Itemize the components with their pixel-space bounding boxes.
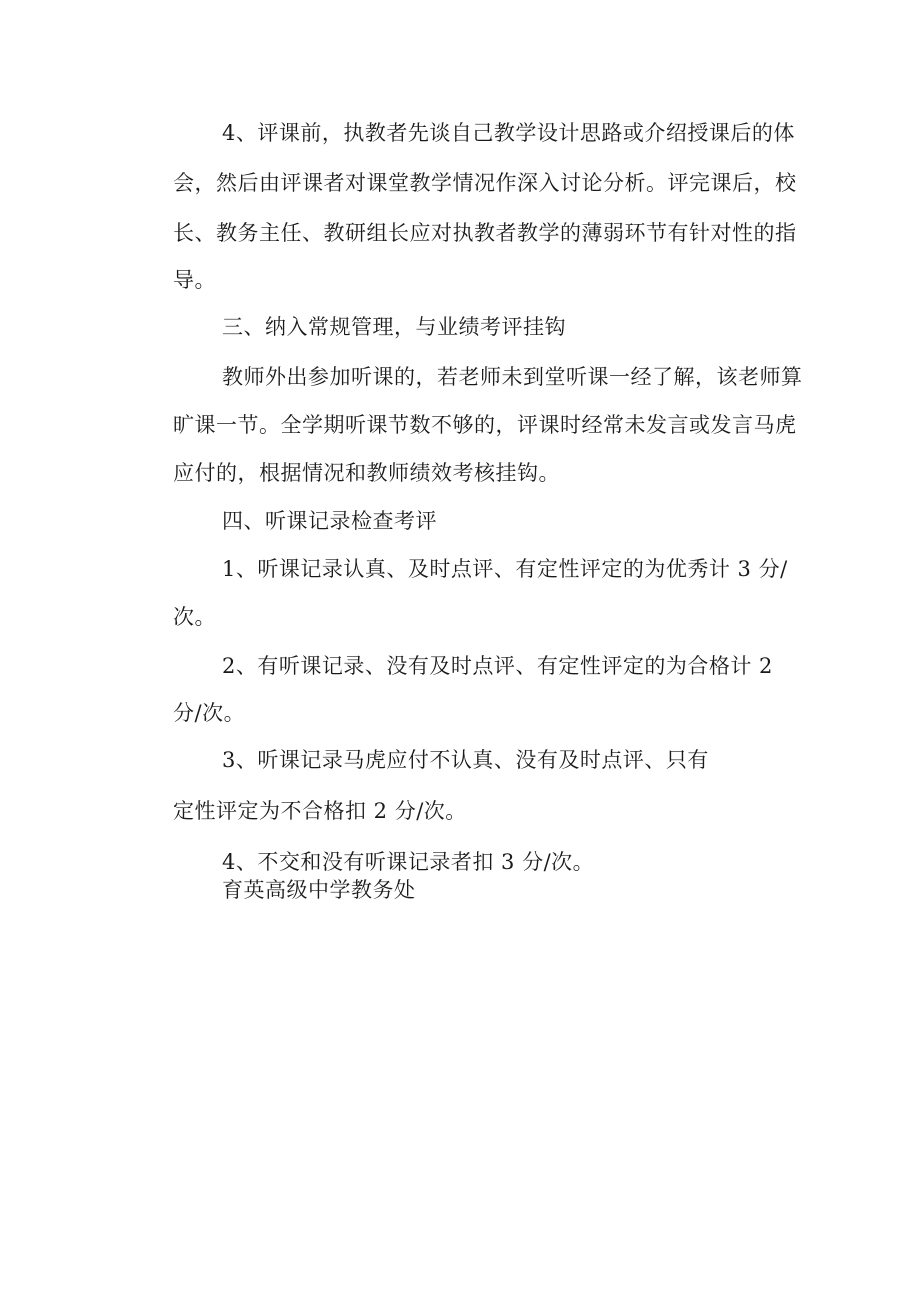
issuer-signature: 育英高级中学教务处 [222, 878, 416, 902]
section-heading-3: 三、纳入常规管理，与业绩考评挂钩 [222, 315, 566, 339]
paragraph-1-line-2: 会，然后由评课者对课堂教学情况作深入讨论分析。评完课后，校 [173, 171, 797, 195]
item-3-line-2: 定性评定为不合格扣 2 分/次。 [173, 799, 467, 823]
item-2-line-2: 分/次。 [173, 701, 246, 725]
paragraph-1-line-1: 4、评课前，执教者先谈自己教学设计思路或介绍授课后的体 [222, 121, 795, 145]
paragraph-2-line-2: 旷课一节。全学期听课节数不够的，评课时经常未发言或发言马虎 [173, 413, 797, 437]
item-1-line-1: 1、听课记录认真、及时点评、有定性评定的为优秀计 3 分/ [222, 557, 788, 581]
paragraph-2-line-3: 应付的，根据情况和教师绩效考核挂钩。 [173, 461, 560, 485]
paragraph-1-line-3: 长、教务主任、教研组长应对执教者教学的薄弱环节有针对性的指 [173, 221, 797, 245]
paragraph-1-line-4: 导。 [173, 268, 216, 292]
item-1-line-2: 次。 [173, 605, 216, 629]
paragraph-2-line-1: 教师外出参加听课的，若老师未到堂听课一经了解，该老师算 [222, 365, 803, 389]
item-2-line-1: 2、有听课记录、没有及时点评、有定性评定的为合格计 2 [222, 654, 773, 678]
section-heading-4: 四、听课记录检查考评 [222, 509, 437, 533]
item-3-line-1: 3、听课记录马虎应付不认真、没有及时点评、只有 [222, 748, 709, 772]
item-4-line-1: 4、不交和没有听课记录者扣 3 分/次。 [222, 850, 595, 874]
